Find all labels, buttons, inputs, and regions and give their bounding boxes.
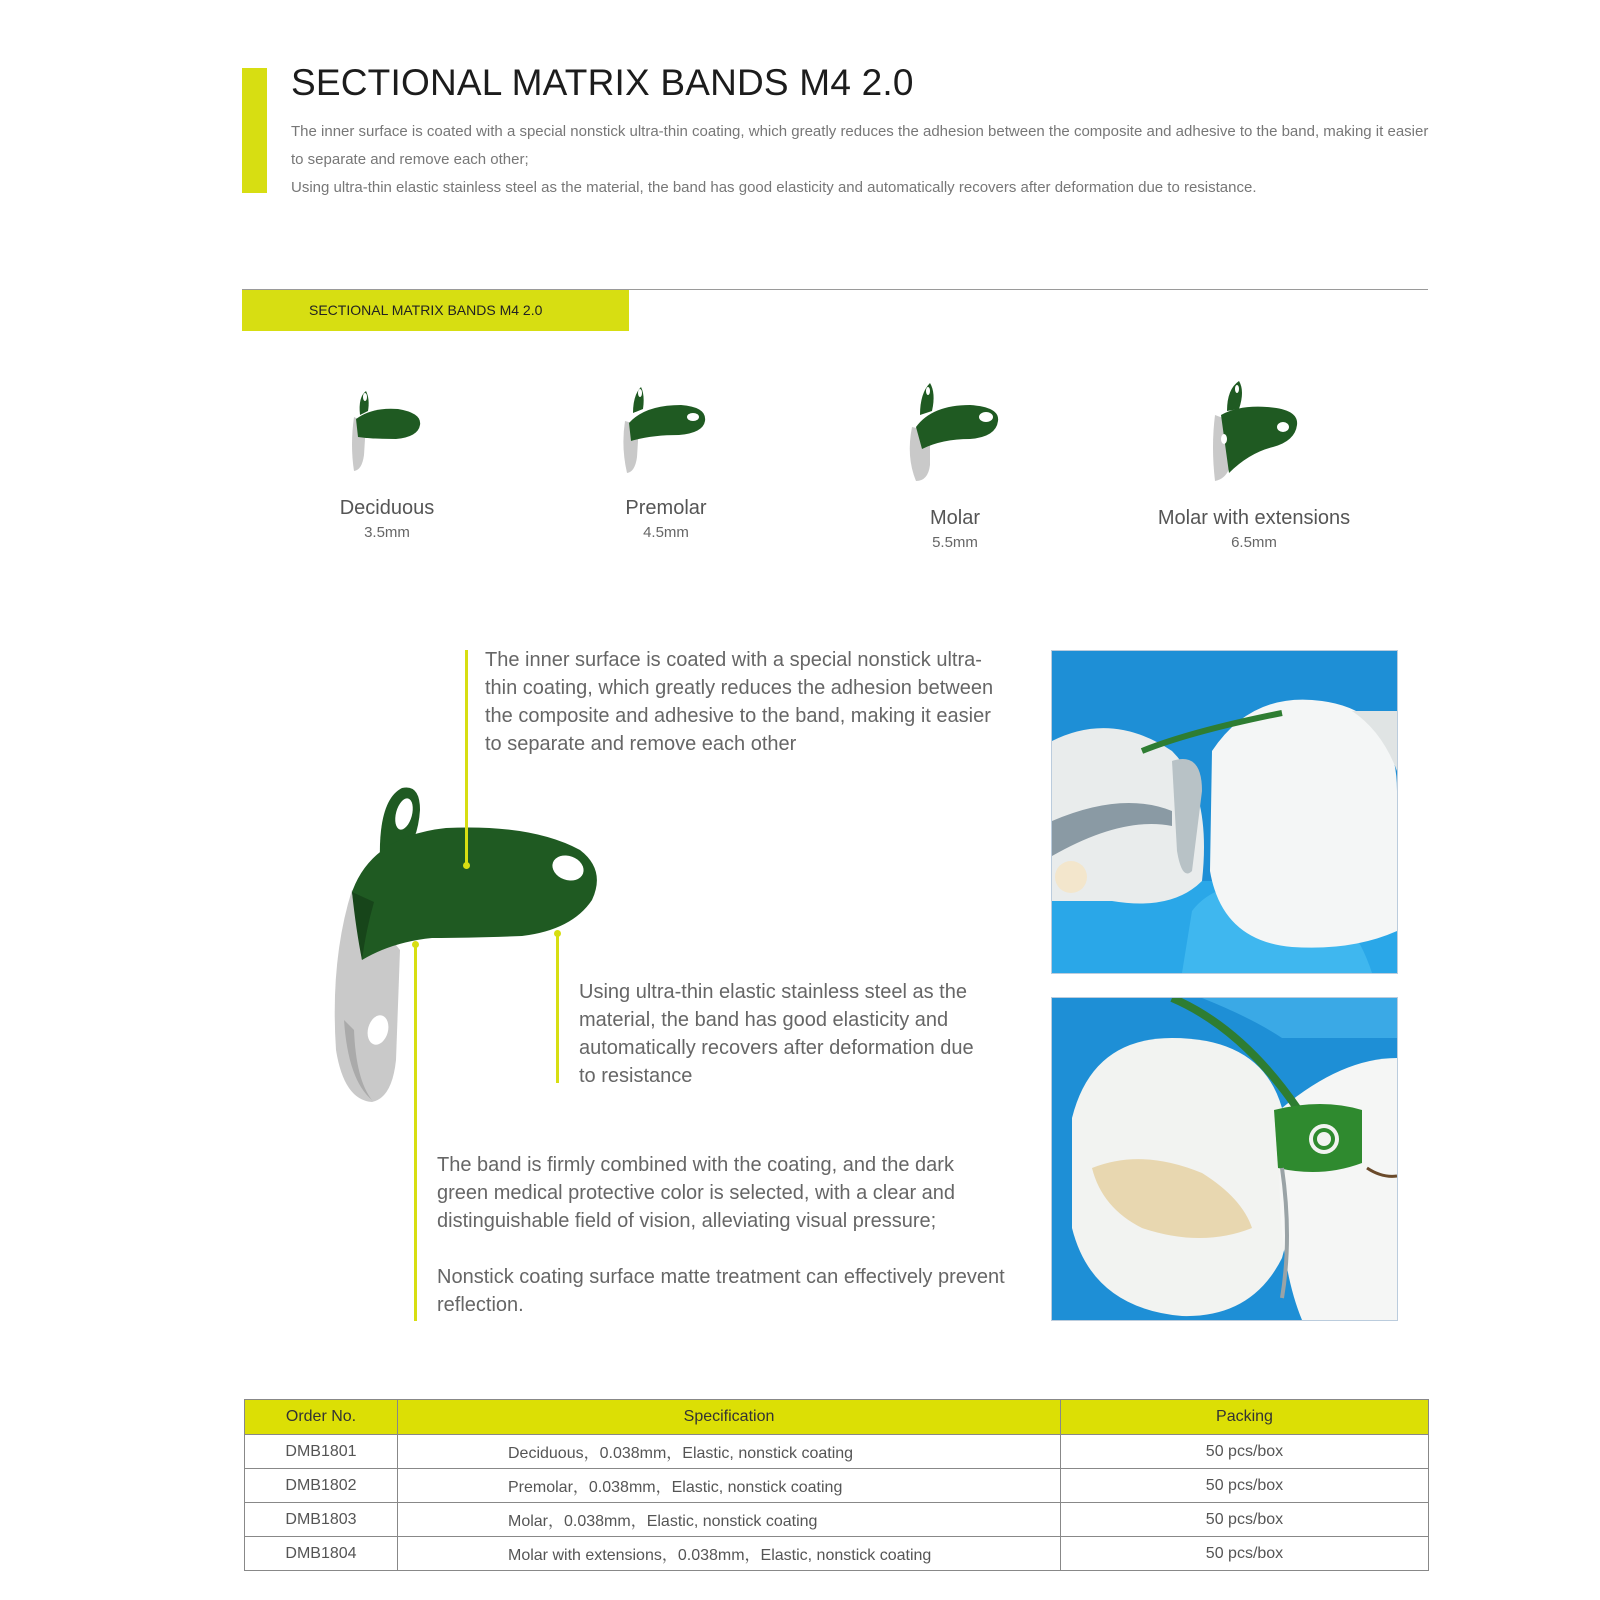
leader-dot-color xyxy=(412,941,419,948)
order-number-cell: DMB1804 xyxy=(245,1537,398,1571)
column-header-specification: Specification xyxy=(398,1400,1061,1435)
molar-extensions-band-image xyxy=(1199,375,1309,485)
packing-cell: 50 pcs/box xyxy=(1061,1537,1429,1571)
variant-size: 6.5mm xyxy=(1231,534,1277,551)
intro-paragraph-1: The inner surface is coated with a special nonstick ultra-thin coating, which greatly reduces the adhesion between the composite and adhesive to the band, making it easier to separate and remove each other; xyxy=(291,123,1429,168)
clinical-photo-2 xyxy=(1051,997,1398,1321)
column-header-order-no: Order No. xyxy=(245,1400,398,1435)
specification-cell: Molar with extensions，0.038mm，Elastic, nonstick coating xyxy=(398,1537,1061,1571)
intro-text xyxy=(291,118,1441,202)
variant-size: 3.5mm xyxy=(364,524,410,541)
section-tag-label: SECTIONAL MATRIX BANDS M4 2.0 xyxy=(309,302,543,318)
order-number-cell: DMB1801 xyxy=(245,1435,398,1469)
order-number-cell: DMB1802 xyxy=(245,1469,398,1503)
variant-molar xyxy=(835,375,1075,551)
variant-molar-with-extensions xyxy=(1134,375,1374,551)
accent-bar xyxy=(242,68,267,193)
leader-dot-coating xyxy=(463,862,470,869)
packing-cell: 50 pcs/box xyxy=(1061,1503,1429,1537)
variant-name: Molar xyxy=(929,507,980,529)
leader-line-coating xyxy=(465,650,468,865)
table-header-row xyxy=(245,1400,1429,1435)
intro-paragraph-2: Using ultra-thin elastic stainless steel as the material, the band has good elasticity and automatically recovers after deformation due to resistance. xyxy=(291,179,1257,196)
large-band-illustration xyxy=(322,780,622,1120)
specification-cell: Molar，0.038mm，Elastic, nonstick coating xyxy=(398,1503,1061,1537)
order-specification-table xyxy=(244,1399,1429,1571)
table-row xyxy=(245,1537,1429,1571)
leader-line-steel xyxy=(556,933,559,1083)
callout-color-and-matte xyxy=(437,1151,1007,1319)
callout-coating-text: The inner surface is coated with a special nonstick ultra-thin coating, which greatly reduces the adhesion between the composite and adhesive to the band, making it easier to separate and remove each other xyxy=(485,649,994,755)
variant-name: Premolar xyxy=(625,497,707,519)
table-row xyxy=(245,1503,1429,1537)
section-tag xyxy=(242,290,629,331)
callout-steel-text: Using ultra-thin elastic stainless steel as the material, the band has good elasticity and automatically recovers after deformation due to resistance xyxy=(579,981,974,1087)
variant-size: 5.5mm xyxy=(932,534,978,551)
premolar-band-image xyxy=(611,375,721,475)
packing-cell: 50 pcs/box xyxy=(1061,1435,1429,1469)
callout-matte-text: Nonstick coating surface matte treatment can effectively prevent reflection. xyxy=(437,1266,1005,1316)
specification-cell: Premolar，0.038mm，Elastic, nonstick coating xyxy=(398,1469,1061,1503)
specification-cell: Deciduous，0.038mm，Elastic, nonstick coating xyxy=(398,1435,1061,1469)
molar-band-image xyxy=(900,375,1010,485)
variant-size: 4.5mm xyxy=(643,524,689,541)
clinical-photo-1 xyxy=(1051,650,1398,974)
variant-name: Deciduous xyxy=(339,497,435,519)
table-row xyxy=(245,1469,1429,1503)
variant-deciduous xyxy=(267,375,507,541)
variant-premolar xyxy=(546,375,786,541)
page-title: SECTIONAL MATRIX BANDS M4 2.0 xyxy=(291,62,914,103)
callout-coating xyxy=(485,646,1005,758)
order-number-cell: DMB1803 xyxy=(245,1503,398,1537)
callout-color-text: The band is firmly combined with the coating, and the dark green medical protective color is selected, with a clear and distinguishable field of vision, alleviating visual pressure; xyxy=(437,1154,956,1232)
deciduous-band-image xyxy=(332,375,442,475)
packing-cell: 50 pcs/box xyxy=(1061,1469,1429,1503)
teeth-with-band-photo xyxy=(1052,651,1397,973)
callout-steel xyxy=(579,978,979,1090)
column-header-packing: Packing xyxy=(1061,1400,1429,1435)
variant-name: Molar with extensions xyxy=(1157,507,1351,529)
leader-dot-steel xyxy=(554,930,561,937)
leader-line-color xyxy=(414,944,417,1321)
table-row xyxy=(245,1435,1429,1469)
restored-tooth-photo xyxy=(1052,998,1397,1320)
